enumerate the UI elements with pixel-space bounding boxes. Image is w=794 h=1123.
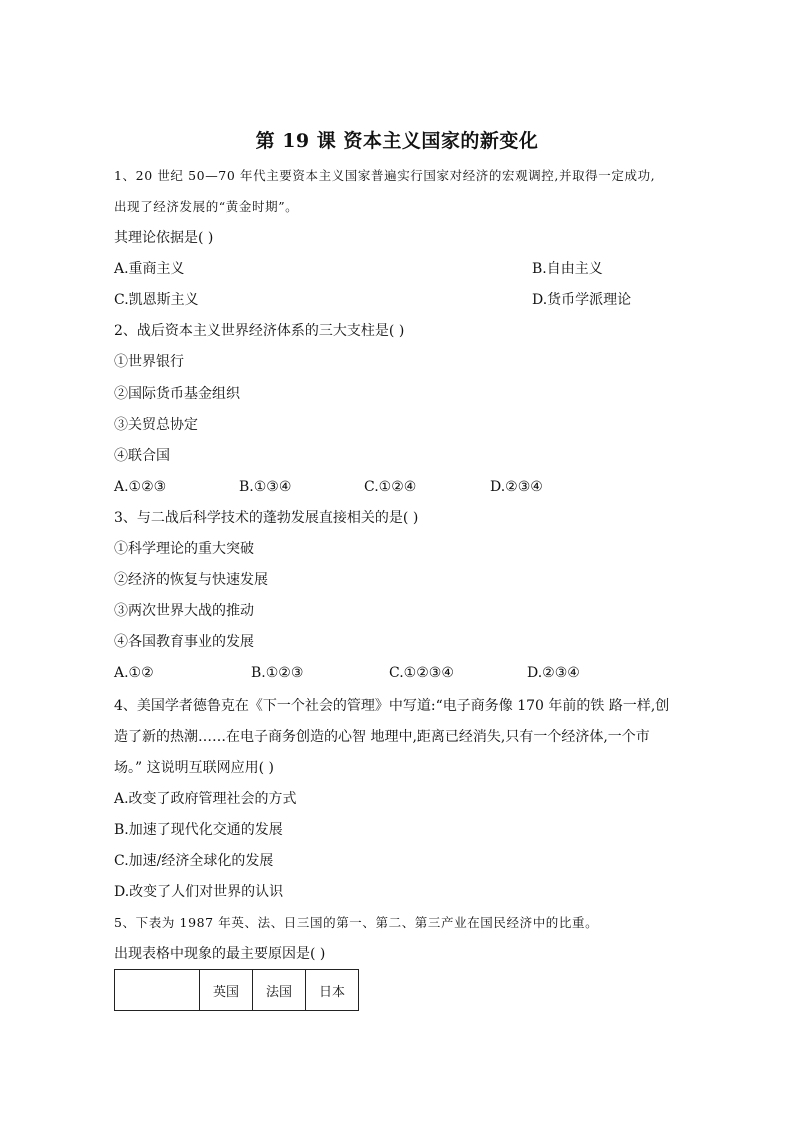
table-header-row (115, 970, 359, 1011)
table-header-cell: 日本 (306, 970, 359, 1011)
q1-option-b: B.自由主义 (532, 261, 603, 277)
q2-option-b: B.①③④ (239, 479, 292, 495)
table-header-cell: 英国 (200, 970, 253, 1011)
q1-option-d: D.货币学派理论 (532, 292, 632, 308)
q3-stem: 3、与二战后科学技术的蓬勃发展直接相关的是( ) (114, 510, 419, 526)
q3-option-d: D.②③④ (527, 665, 580, 681)
q3-option-a: A.①② (114, 665, 154, 681)
q2-item-1: ①世界银行 (114, 354, 184, 370)
q2-item-3: ③关贸总协定 (114, 417, 198, 433)
q3-option-c: C.①②③④ (389, 665, 454, 681)
q1-option-a: A.重商主义 (114, 261, 185, 277)
q1-option-c: C.凯恩斯主义 (114, 292, 199, 308)
q2-option-a: A.①②③ (114, 479, 167, 495)
q4-option-c: C.加速/经济全球化的发展 (114, 853, 274, 869)
q3-item-3: ③两次世界大战的推动 (114, 603, 254, 619)
q4-option-a: A.改变了政府管理社会的方式 (114, 791, 297, 807)
q4-line3: 场。” 这说明互联网应用( ) (114, 760, 274, 776)
page-title: 第 19 课 资本主义国家的新变化 (255, 130, 539, 152)
table-header-cell: 法国 (253, 970, 306, 1011)
q3-item-4: ④各国教育事业的发展 (114, 634, 254, 650)
q2-option-d: D.②③④ (490, 479, 543, 495)
q3-item-1: ①科学理论的重大突破 (114, 541, 254, 557)
q2-option-c: C.①②④ (364, 479, 417, 495)
q4-line1: 4、美国学者德鲁克在《下一个社会的管理》中写道:“电子商务像 170 年前的铁 路一样,创 (114, 698, 670, 714)
q5-stem: 出现表格中现象的最主要原因是( ) (114, 946, 326, 962)
table-header-cell (115, 970, 200, 1011)
q4-option-d: D.改变了人们对世界的认识 (114, 884, 284, 900)
q2-item-4: ④联合国 (114, 448, 170, 464)
q4-line2: 造了新的热潮……在电子商务创造的心智 地理中,距离已经消失,只有一个经济体,一个市 (114, 729, 650, 745)
q4-option-b: B.加速了现代化交通的发展 (114, 822, 283, 838)
q1-stem: 其理论依据是( ) (114, 230, 214, 246)
q1-line1: 1、20 世纪 50—70 年代主要资本主义国家普遍实行国家对经济的宏观调控,并取得一定成功, (114, 168, 656, 183)
q5-data-table (114, 969, 359, 1011)
q2-item-2: ②国际货币基金组织 (114, 386, 240, 402)
q3-item-2: ②经济的恢复与快速发展 (114, 572, 268, 588)
q3-option-b: B.①②③ (251, 665, 304, 681)
q2-stem: 2、战后资本主义世界经济体系的三大支柱是( ) (114, 323, 405, 339)
q5-line1: 5、下表为 1987 年英、法、日三国的第一、第二、第三产业在国民经济中的比重。 (114, 915, 599, 930)
q1-line2: 出现了经济发展的“黄金时期”。 (114, 199, 299, 214)
